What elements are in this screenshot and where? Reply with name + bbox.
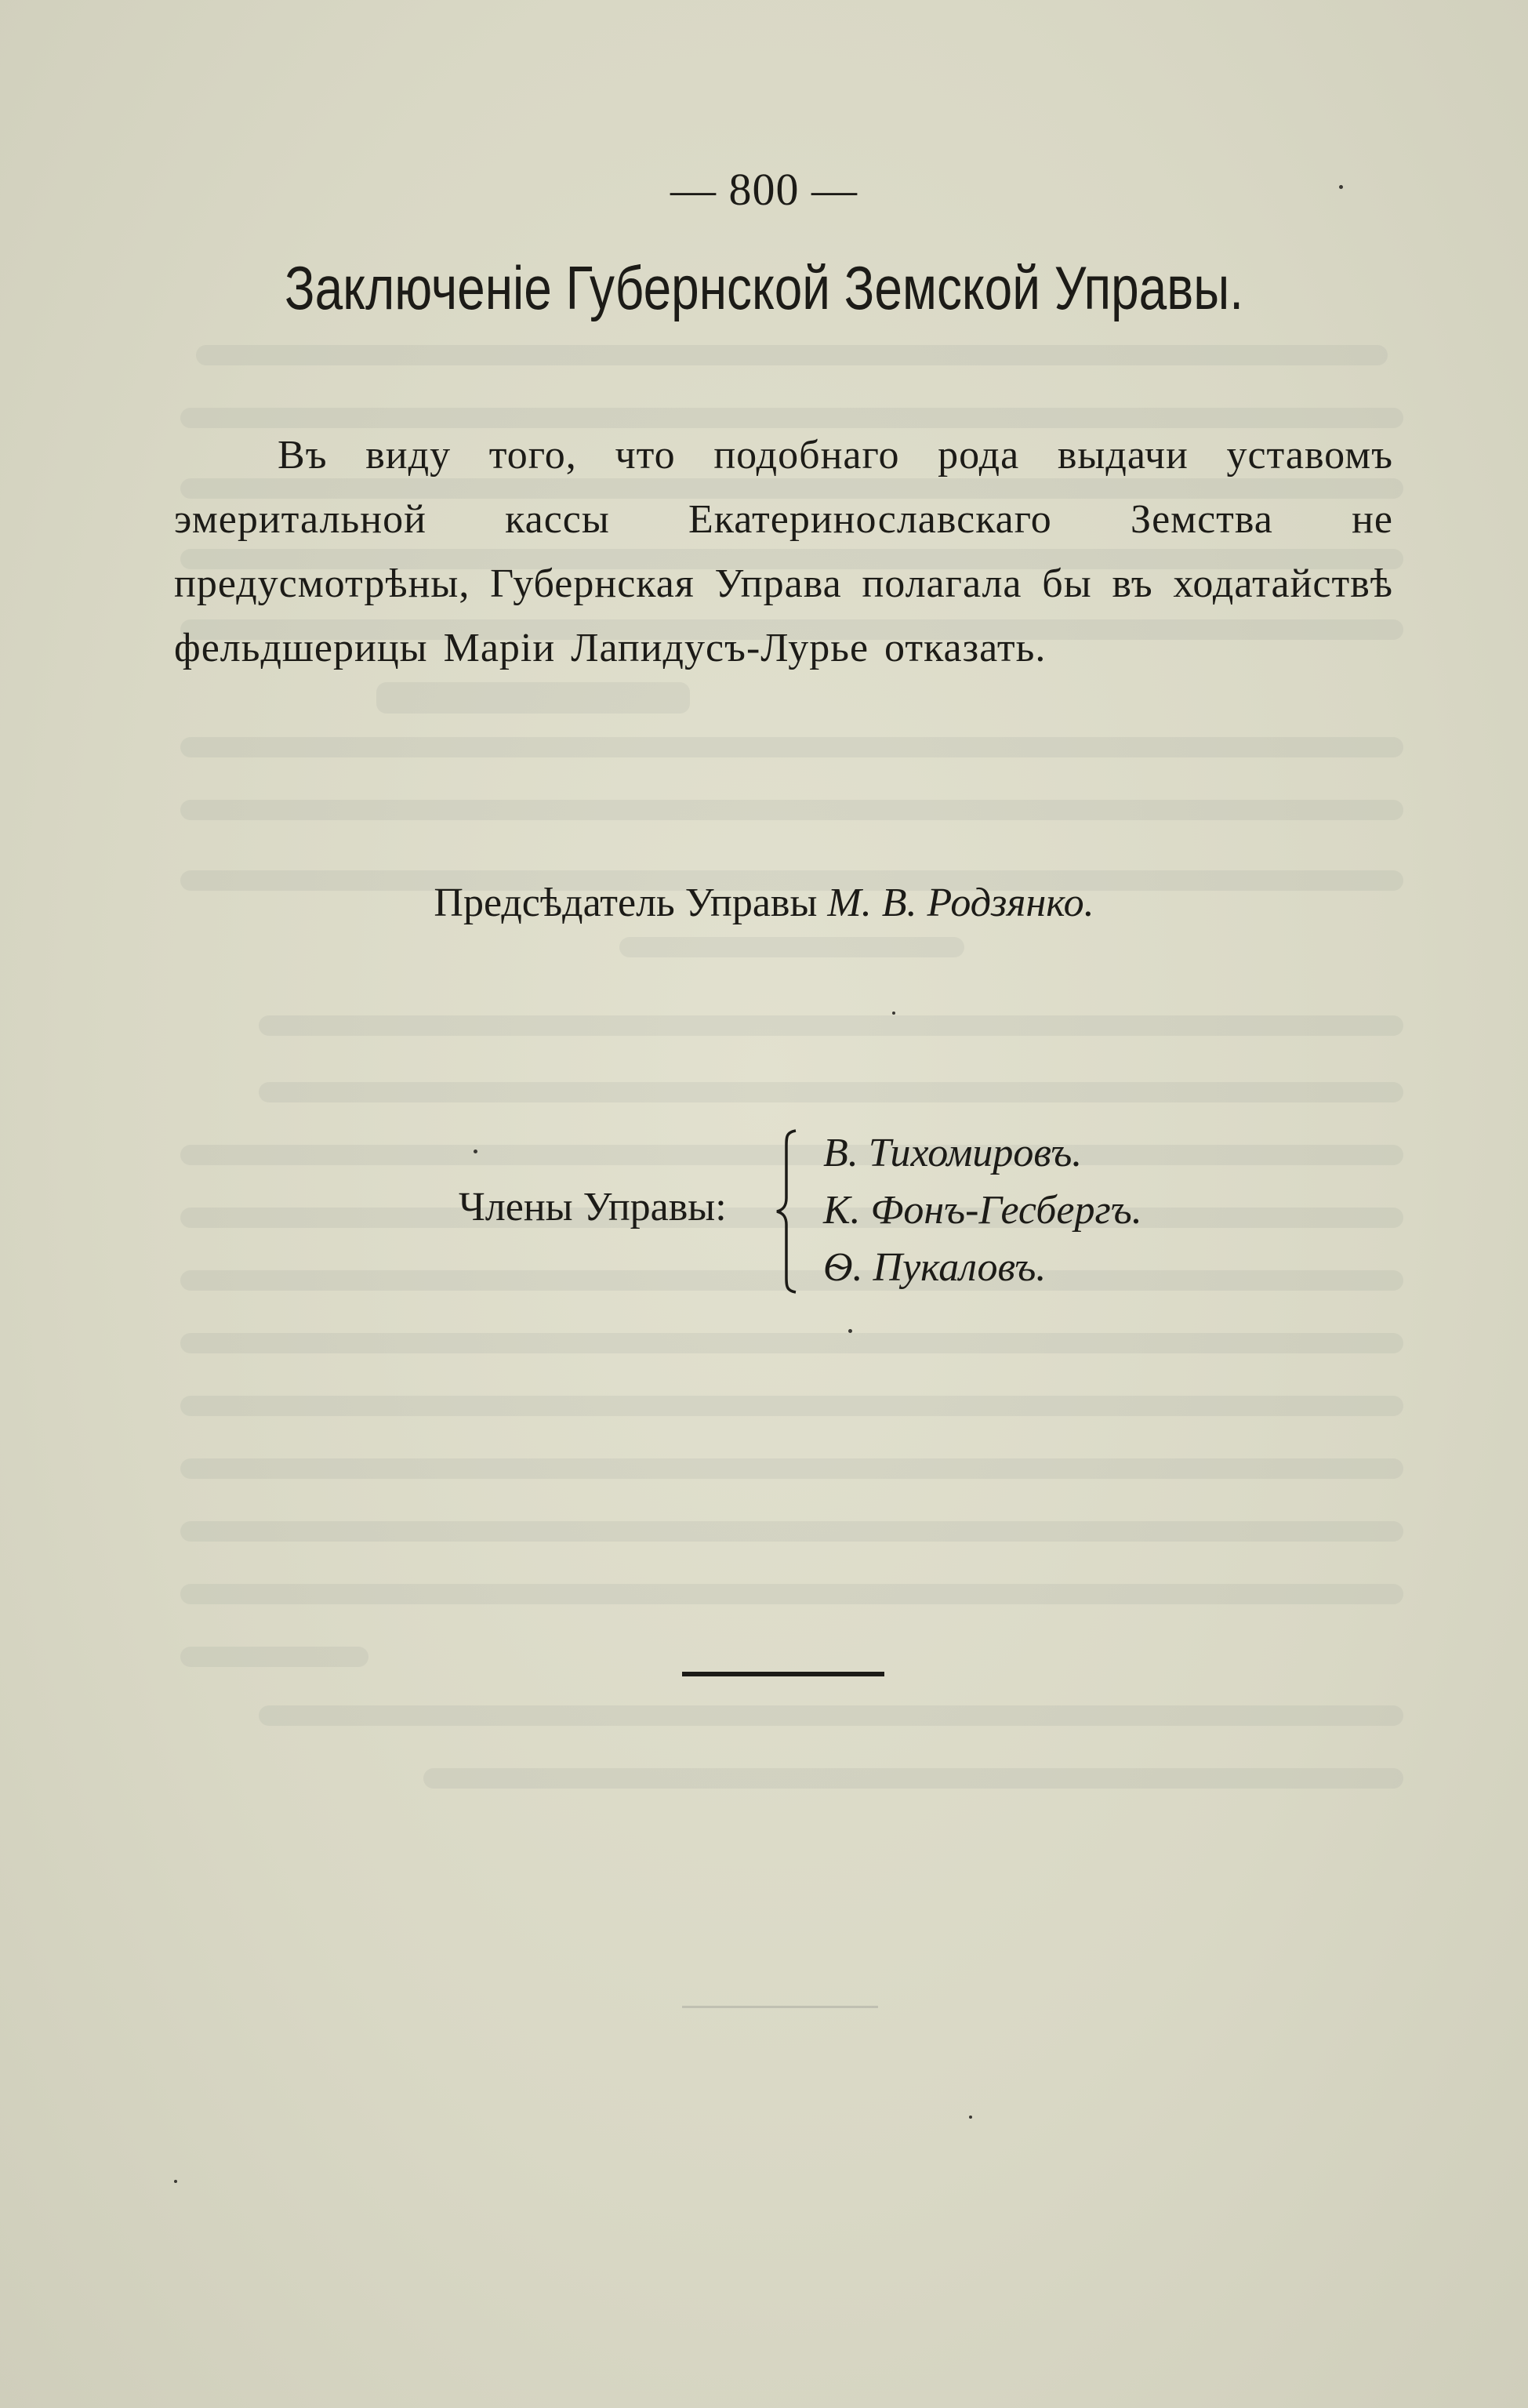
ink-speck [969, 2116, 972, 2119]
faint-rule [682, 2006, 878, 2008]
chairman-name: М. В. Родзянко. [827, 881, 1094, 925]
page-number: — 800 — [670, 164, 858, 215]
closing-rule [682, 1672, 884, 1676]
ink-speck [474, 1150, 477, 1153]
chairman-signature [0, 880, 1528, 926]
curly-brace-icon [772, 1129, 804, 1294]
chairman-label: Предсѣдатель Управы [434, 881, 818, 925]
members-list [823, 1124, 1142, 1296]
members-label: Члены Управы: [459, 1185, 727, 1229]
section-title: Заключенiе Губернской Земской Управы. [285, 253, 1243, 322]
ink-speck [892, 1012, 895, 1015]
ink-speck [1339, 185, 1343, 189]
ink-speck [848, 1329, 852, 1333]
member-name: Ѳ. Пукаловъ. [823, 1245, 1047, 1290]
member-name: К. Фонъ-Гесбергъ. [823, 1188, 1142, 1233]
body-paragraph: Въ виду того, что подобнаго рода выдачи уставомъ эмеритальной кассы Екатеринославскаго Земства не предусмотрѣны, Губернская Управа полагала бы въ ходатайствѣ фельдшерицы Марiи Лапидусъ-Лурье отказать. [174, 433, 1393, 670]
ink-speck [174, 2180, 177, 2183]
member-name: В. Тихомировъ. [823, 1131, 1083, 1175]
